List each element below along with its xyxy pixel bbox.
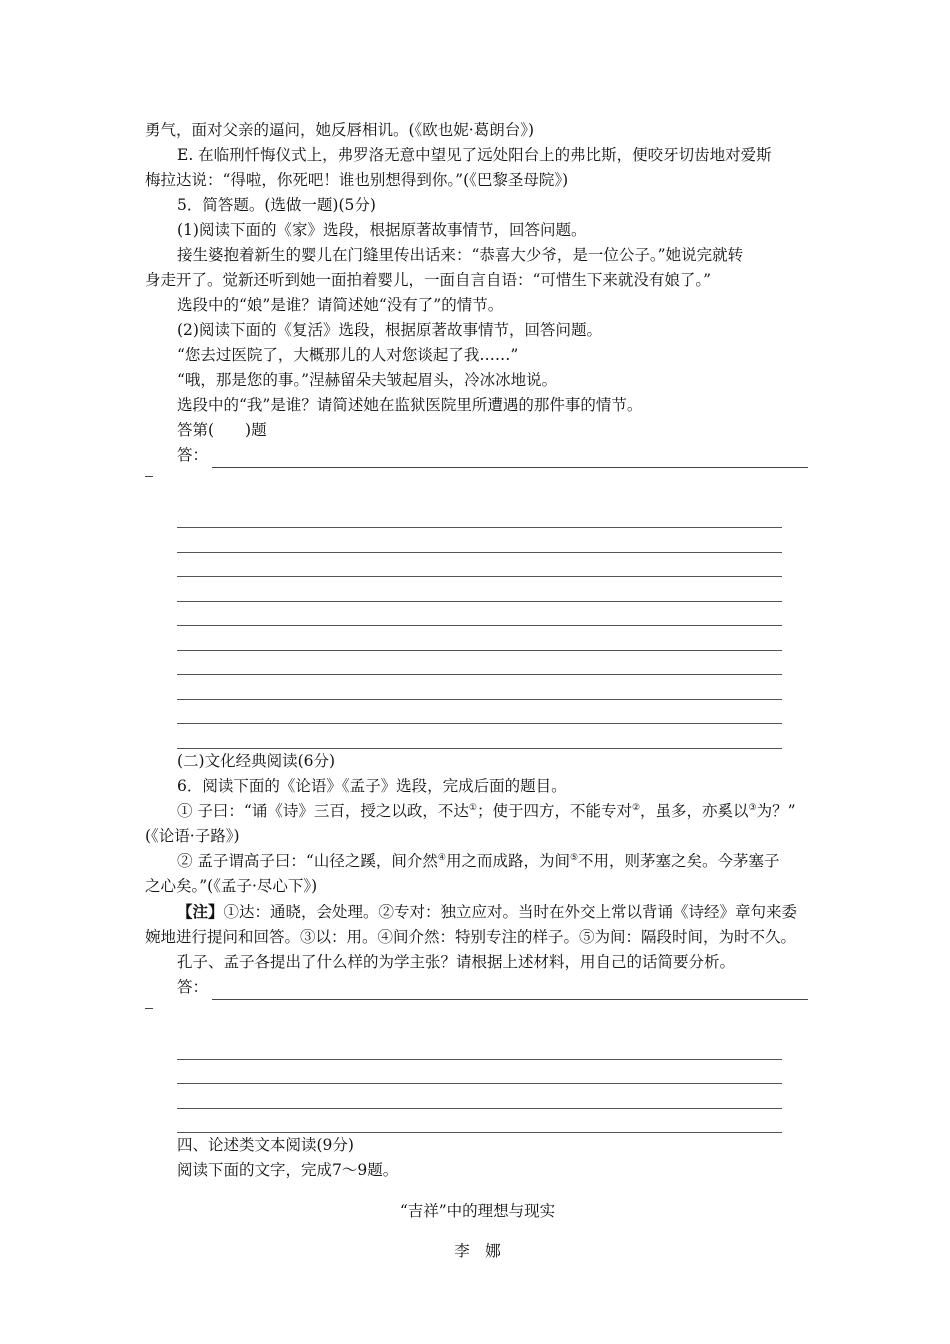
section-2-heading: (二)文化经典阅读(6分) (177, 751, 336, 770)
choice-label: 答第( )题 (177, 421, 267, 439)
answer-line[interactable] (177, 577, 782, 602)
section-4-instruction: 阅读下面的文字，完成7～9题。 (177, 1161, 399, 1179)
answer-line[interactable] (177, 1109, 782, 1134)
answer-lines-q6[interactable] (145, 1040, 810, 1134)
paragraph-p8: 选段中的“娘”是谁？请简述她“没有了”的情节。 (177, 296, 504, 314)
quote-lunyu: ① 子曰：“诵《诗》三百，授之以政，不达①；使于四方，不能专对②，虽多，亦奚以③为？” (177, 801, 796, 820)
dash-mark (145, 468, 810, 508)
paragraph-p6: 接生婆抱着新生的婴儿在门缝里传出话来：“恭喜大少爷，是一位公子。”她说完就转 (177, 246, 744, 264)
answer-row-q5[interactable] (145, 443, 810, 468)
paragraph-p10: “您去过医院了，大概那儿的人对您谈起了我……” (177, 346, 519, 364)
paragraph-p1: 勇气，面对父亲的逼问，她反唇相讥。(《欧也妮·葛朗台》) (145, 121, 535, 139)
paragraph-p3: 梅拉达说：“得啦，你死吧！谁也别想得到你。”(《巴黎圣母院》) (145, 171, 569, 189)
answer-line[interactable] (177, 508, 782, 528)
answer-line[interactable] (177, 553, 782, 578)
note-line-1: 【注】①达：通晓，会处理。②专对：独立应对。当时在外交上常以背诵《诗经》章句来委 (177, 901, 798, 921)
answer-line[interactable] (177, 1084, 782, 1109)
document-page (145, 118, 810, 1280)
note-tag: 【注】 (177, 901, 224, 921)
quote-mengzi-cont: 之心矣。”(《孟子·尽心下》) (145, 876, 318, 895)
dash-mark (145, 1000, 810, 1040)
paragraph-p11: “哦，那是您的事。”涅赫留朵夫皱起眉头，冷冰冰地说。 (177, 371, 558, 389)
note-line-2: 婉地进行提问和回答。③以：用。④间介然：特别专注的样子。⑤为间：隔段时间，为时不久。 (145, 927, 797, 946)
article-author: 李 娜 (454, 1242, 501, 1260)
answer-line[interactable] (177, 1040, 782, 1060)
paragraph-p7: 身走开了。觉新还听到她一面拍着婴儿，一面自言自语：“可惜生下来就没有娘了。” (145, 271, 712, 289)
article-title: “吉祥”中的理想与现实 (399, 1201, 556, 1220)
section-4-heading: 四、论述类文本阅读(9分) (177, 1136, 354, 1154)
answer-line[interactable] (177, 626, 782, 651)
answer-line[interactable] (177, 528, 782, 553)
paragraph-p5: (1)阅读下面的《家》选段，根据原著故事情节，回答问题。 (177, 221, 587, 239)
answer-line[interactable] (177, 1060, 782, 1085)
answer-line[interactable] (177, 700, 782, 725)
answer-label: 答： (177, 977, 209, 996)
quote-mengzi: ② 孟子谓高子曰：“山径之蹊，间介然④用之而成路，为间⑤不用，则茅塞之矣。今茅塞子 (177, 851, 780, 870)
answer-lines-q5[interactable] (145, 508, 810, 749)
answer-row-q6[interactable] (145, 975, 810, 1000)
answer-label: 答： (177, 446, 209, 464)
answer-line[interactable] (212, 981, 808, 1000)
question-5-heading: 5．简答题。(选做一题)(5分) (177, 196, 376, 214)
question-6-prompt: 孔子、孟子各提出了什么样的为学主张？请根据上述材料，用自己的话简要分析。 (177, 952, 736, 971)
answer-line[interactable] (177, 651, 782, 676)
question-6-heading: 6．阅读下面的《论语》《孟子》选段，完成后面的题目。 (177, 776, 567, 795)
answer-line[interactable] (212, 449, 808, 468)
paragraph-p9: (2)阅读下面的《复活》选段，根据原著故事情节，回答问题。 (177, 321, 602, 339)
answer-line[interactable] (177, 602, 782, 627)
answer-line[interactable] (177, 675, 782, 700)
quote-lunyu-source: (《论语·子路》) (145, 826, 240, 845)
paragraph-p2: E. 在临刑忏悔仪式上，弗罗洛无意中望见了远处阳台上的弗比斯，便咬牙切齿地对爱斯 (177, 146, 772, 164)
answer-line[interactable] (177, 724, 782, 749)
paragraph-p12: 选段中的“我”是谁？请简述她在监狱医院里所遭遇的那件事的情节。 (177, 396, 643, 414)
